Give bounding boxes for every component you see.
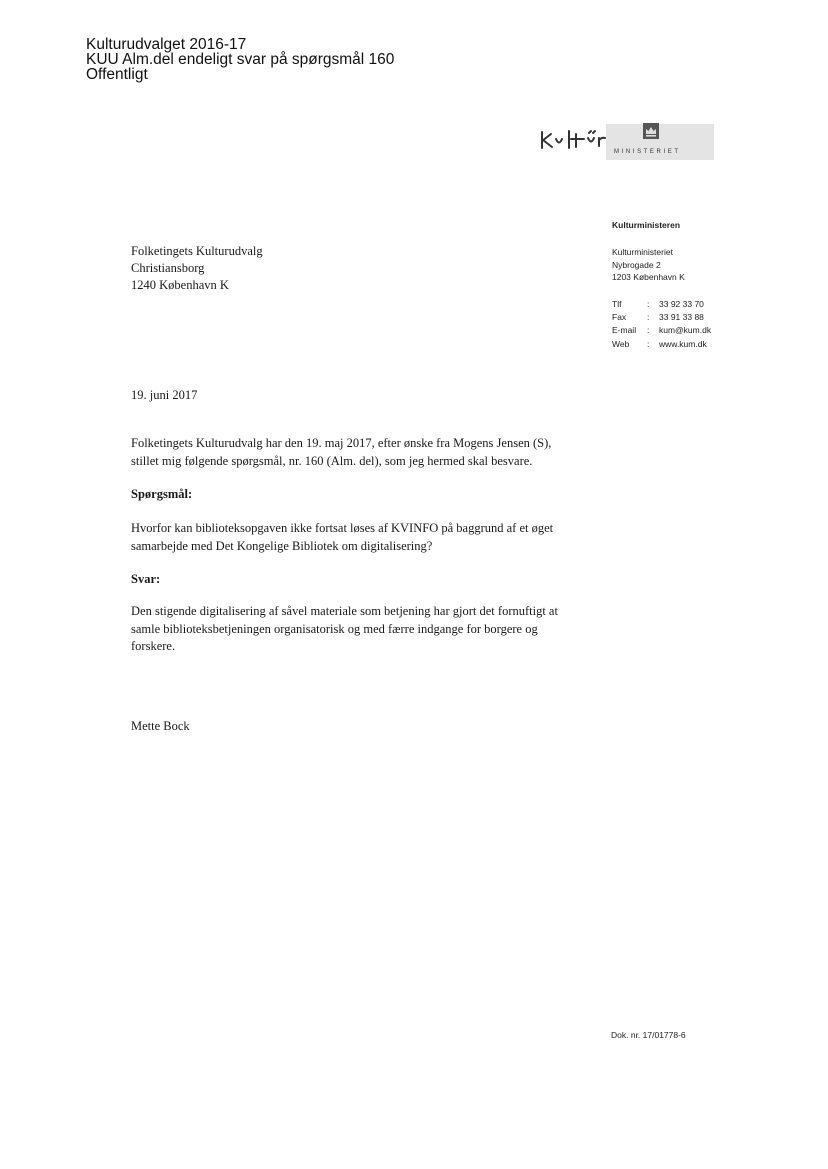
question-line: Hvorfor kan biblioteksopgaven ikke fortsat løses af KVINFO på baggrund af et øget [131,521,554,535]
crown-icon [642,122,660,140]
contact-separator: : [647,299,650,309]
intro-line: Folketingets Kulturudvalg har den 19. maj 2017, efter ønske fra Mogens Jensen (S), [131,436,552,450]
answer-line: Den stigende digitalisering af såvel materiale som betjening har gjort det fornuftigt at [131,604,558,618]
contact-label: Fax [612,312,627,323]
contact-web [612,338,711,351]
intro-paragraph [131,435,611,470]
contact-label: Web [612,338,630,349]
contact-details [612,298,711,351]
stamp-reference: KUU Alm.del endeligt svar på spørgsmål 160 [86,51,395,68]
question-line: samarbejde med Det Kongelige Bibliotek om digitalisering? [131,538,433,553]
contact-label: E-mail [612,325,637,336]
contact-value: 33 91 33 88 [659,312,704,323]
header-stamp [86,37,394,82]
letter-date: 19. juni 2017 [131,388,198,402]
question-heading: Spørgsmål: [131,487,193,501]
contact-value: 33 92 33 70 [659,299,704,309]
contact-label: Tlf [612,299,622,309]
recipient-line: Christiansborg [131,261,205,275]
address-line: Nybrogade 2 [612,259,661,270]
answer-text [131,603,611,656]
sender-title: Kulturministeren [612,220,681,230]
address-line: 1203 København K [612,272,685,282]
recipient-line: Folketingets Kulturudvalg [131,244,263,258]
question-text [131,520,611,555]
contact-value: kum@kum.dk [659,325,712,336]
stamp-status: Offentligt [86,66,148,83]
logo-subtitle: MINISTERIET [614,149,681,155]
contact-phone [612,298,711,311]
contact-value: www.kum.dk [659,338,707,349]
intro-line: stillet mig følgende spørgsmål, nr. 160 (Alm. del), som jeg hermed skal besvare. [131,453,533,468]
answer-line: samle biblioteksbetjeningen organisatorisk og med færre indgange for borgere og [131,621,538,636]
signature: Mette Bock [131,719,190,733]
sender-address [612,246,685,284]
ministry-logo [538,122,714,160]
document-number: Dok. nr. 17/01778-6 [611,1030,686,1040]
contact-separator: : [647,312,650,323]
recipient-address [131,243,263,294]
answer-heading: Svar: [131,572,161,586]
contact-fax [612,311,711,324]
address-line: Kulturministeriet [612,247,673,257]
answer-line: forskere. [131,639,176,653]
stamp-committee: Kulturudvalget 2016-17 [86,36,247,53]
contact-separator: : [647,325,650,336]
contact-separator: : [647,338,650,349]
contact-email [612,324,711,337]
recipient-line: 1240 København K [131,278,229,292]
